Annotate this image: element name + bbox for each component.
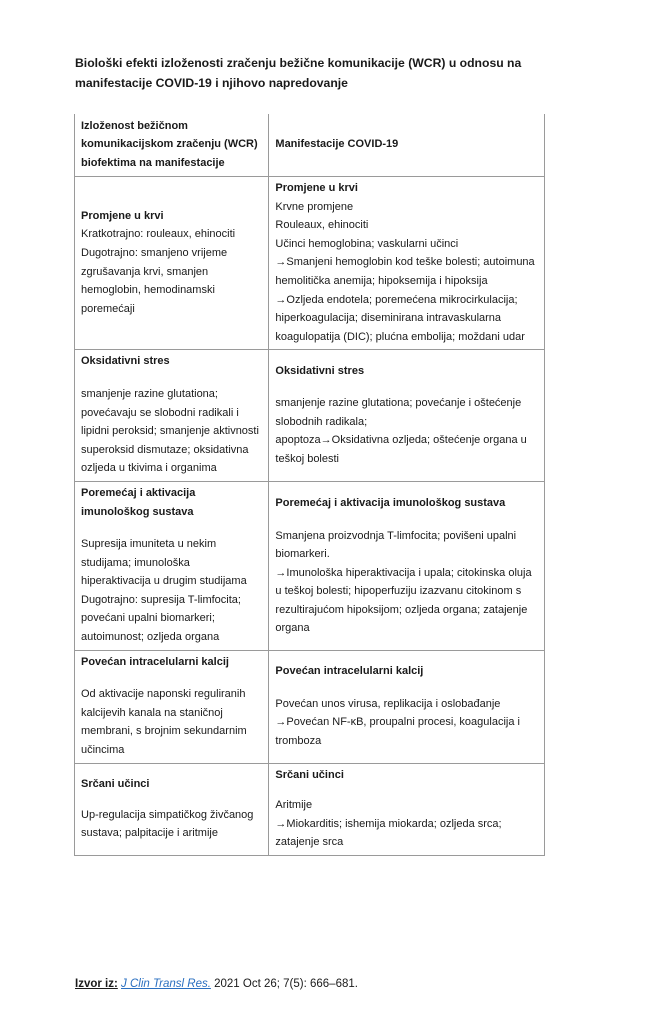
table-row	[75, 350, 545, 482]
row2-left-line: smanjenje razine glutationa; povećavaju se slobodni radikali i lipidni peroksid; smanjenje aktivnosti superoksid dismutaze; oksidativna ozljeda u tkivima i organima	[81, 387, 259, 475]
row3-right-line: →Imunološka hiperaktivacija i upala; citokinska oluja u teškoj bolesti; hipoperfuziju izazvanu citokinom s rezultirajućom hipoksijom; ozljeda organa; zatajenje organa	[275, 566, 532, 635]
header-col1: Izloženost bežičnom komunikacijskom zračenju (WCR) biofektima na manifestacije	[75, 114, 269, 177]
row1-right-line: Rouleaux, ehinociti	[275, 219, 369, 232]
row1-right-line: Učinci hemoglobina; vaskularni učinci	[275, 237, 459, 250]
row2-right-line: smanjenje razine glutationa; povećanje i oštećenje slobodnih radikala;	[275, 397, 522, 428]
table-row	[75, 177, 545, 350]
row1-left-cell	[75, 177, 269, 350]
row1-left-heading: Promjene u krvi	[81, 209, 164, 222]
document-title: Biološki efekti izloženosti zračenju bežične komunikacije (WCR) u odnosu na manifestacije COVID-19 i njihovo napredovanje	[75, 56, 522, 90]
row2-right-line: apoptoza→Oksidativna ozljeda; oštećenje organa u teškoj bolesti	[275, 434, 527, 466]
row1-right-line: →Smanjeni hemoglobin kod teške bolesti; autoimuna hemolitička anemija; hipoksemija i hipoksija →Ozljeda endotela; poremećena mikrocirkulacija; hiperkoagulacija; diseminirana intravaskularna koagulopatija (DIC); plućna embolija; moždani udar	[275, 256, 535, 343]
row4-left-line: Od aktivacije naponski reguliranih kalcijevih kanala na staničnoj membrani, s brojnim sekundarnim učincima	[81, 688, 247, 757]
table-row	[75, 481, 545, 650]
effects-table	[74, 114, 545, 856]
row1-right-cell	[269, 177, 545, 350]
row5-left-line: Up-regulacija simpatičkog živčanog sustava; palpitacije i aritmije	[81, 808, 254, 840]
row2-right-heading: Oksidativni stres	[275, 364, 365, 377]
row4-right-heading: Povećan intracelularni kalcij	[275, 664, 424, 677]
row3-left-line: Dugotrajno: supresija T-limfocita; povećani upalni biomarkeri; autoimunost; ozljeda organa	[81, 593, 241, 644]
row5-right-heading: Srčani učinci	[275, 768, 344, 781]
row4-right-line: →Povećan NF-κB, proupalni procesi, koagulacija i tromboza	[275, 716, 520, 747]
table-row	[75, 763, 545, 855]
row3-left-line: Supresija imuniteta u nekim studijama; imunološka hiperaktivacija u drugim studijama	[81, 538, 247, 588]
row5-right-cell	[269, 763, 545, 855]
row1-left-line: Dugotrajno: smanjeno vrijeme zgrušavanja krvi, smanjen hemoglobin, hemodinamski poremećaji	[81, 247, 228, 315]
table-row	[75, 650, 545, 763]
row1-right-line: Krvne promjene	[275, 200, 354, 213]
row5-right-line: →Miokarditis; ishemija miokarda; ozljeda srca; zatajenje srca	[275, 817, 502, 849]
row3-right-cell	[269, 481, 545, 650]
row3-left-heading: Poremećaj i aktivacija imunološkog sustava	[81, 486, 196, 518]
journal-link[interactable]: J Clin Transl Res.	[121, 978, 211, 990]
source-citation	[75, 978, 358, 990]
row1-left-line: Kratkotrajno: rouleaux, ehinociti	[81, 228, 236, 241]
row2-left-heading: Oksidativni stres	[81, 355, 170, 368]
row4-right-line: Povećan unos virusa, replikacija i oslobađanje	[275, 697, 501, 710]
row4-left-cell	[75, 650, 269, 763]
table-header-row	[75, 114, 545, 177]
row3-right-heading: Poremećaj i aktivacija imunološkog sustava	[275, 496, 506, 509]
row5-right-line: Aritmije	[275, 799, 313, 812]
citation-text: 2021 Oct 26; 7(5): 666–681.	[210, 978, 358, 990]
row5-left-heading: Srčani učinci	[81, 777, 150, 790]
row3-right-line: Smanjena proizvodnja T-limfocita; povišeni upalni biomarkeri.	[275, 529, 517, 561]
row4-right-cell	[269, 650, 545, 763]
row1-right-heading: Promjene u krvi	[275, 182, 358, 194]
row5-left-cell	[75, 763, 269, 855]
row4-left-heading: Povećan intracelularni kalcij	[81, 655, 229, 668]
row3-left-cell	[75, 481, 269, 650]
header-col2: Manifestacije COVID-19	[269, 114, 545, 177]
row2-left-cell	[75, 350, 269, 482]
row2-right-cell	[269, 350, 545, 482]
source-label: Izvor iz:	[75, 978, 118, 990]
